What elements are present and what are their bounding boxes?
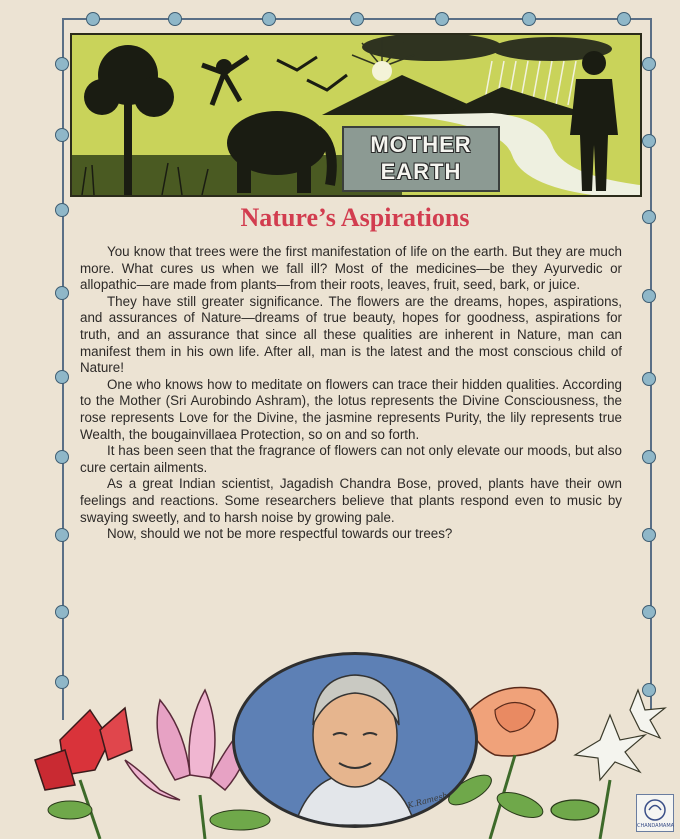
bead (435, 12, 449, 26)
bead (55, 370, 69, 384)
logo-text: CHANDAMAMA (637, 823, 675, 829)
bead (168, 12, 182, 26)
man-silhouette-icon (582, 51, 606, 75)
article-body (80, 244, 622, 543)
article-paragraph: They have still greater significance. The flowers are the dreams, hopes, aspirations, and assurances of Nature—dreams of true beauty, hopes for goodness, aspirations for truth, and an assurance that since all these qualities are inherent in Nature, man can manifest them in his own life. After all, man is the latest and the most conscious child of Nature! (80, 293, 622, 376)
banner-title-box (342, 126, 500, 192)
logo-emblem-icon (637, 795, 673, 823)
bead (55, 286, 69, 300)
bead (350, 12, 364, 26)
portrait-medallion (232, 652, 478, 828)
bead (642, 605, 656, 619)
bead (55, 128, 69, 142)
mother-earth-banner (70, 33, 642, 197)
bead (642, 450, 656, 464)
banner-title-line2: EARTH (380, 159, 462, 184)
bead (642, 134, 656, 148)
banner-title-line1: MOTHER (370, 132, 472, 157)
bead (55, 605, 69, 619)
publisher-logo (636, 794, 674, 832)
bead (55, 528, 69, 542)
article-paragraph: One who knows how to meditate on flowers can trace their hidden qualities. According to the Mother (Sri Aurobindo Ashram), the lotus represents the Divine Consciousness, the rose represents Love for the Divine, the jasmine represents Purity, the lily represents true Wealth, the bougainvillaea Protection, so on and so forth. (80, 376, 622, 442)
artist-signature: K.Ramesh (406, 790, 449, 811)
article-paragraph: It has been seen that the fragrance of flowers can not only elevate our moods, but also cure certain ailments. (80, 443, 622, 475)
bead (642, 372, 656, 386)
article-headline: Nature’s Aspirations (240, 203, 470, 232)
bead (642, 289, 656, 303)
bead (522, 12, 536, 26)
bead (55, 57, 69, 71)
article-paragraph: You know that trees were the first manifestation of life on the earth. But they are much more. What cures us when we fall ill? Most of the medicines—be they Ayurvedic or allopathic—are made from plants—from their roots, leaves, fruit, seed, bark, or juice. (80, 244, 622, 293)
bead (642, 57, 656, 71)
bougainvillaea-icon (35, 708, 132, 839)
bead (262, 12, 276, 26)
article-paragraph: As a great Indian scientist, Jagadish Chandra Bose, proved, plants have their own feelings and reactions. Some researchers believe that plants respond even to music by swaying sweetly, and to harsh noise by growing pale. (80, 476, 622, 525)
bead (617, 12, 631, 26)
bead (86, 12, 100, 26)
bead (55, 450, 69, 464)
article-paragraph: Now, should we not be more respectful towards our trees? (107, 526, 453, 542)
bead (642, 528, 656, 542)
